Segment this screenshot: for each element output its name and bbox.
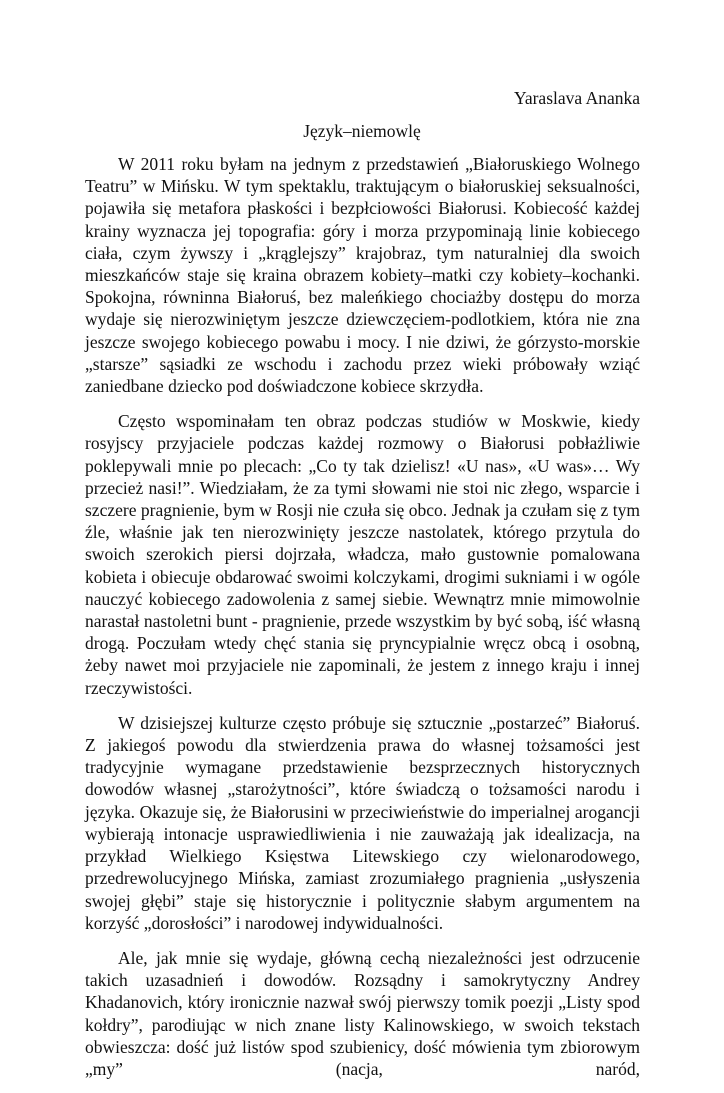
paragraph-4: Ale, jak mnie się wydaje, główną cechą niezależności jest odrzucenie takich uzasadnień i dowodów. Rozsądny i samokrytyczny Andrey Khadanovich, który ironicznie nazwał swój pierwszy tomik poezji „Listy spod kołdry”, parodiując w nich znane listy Kalinowskiego, w swoich tekstach obwieszcza: dość już listów spod szubienicy, dość mówienia tym zbiorowym „my” (nacja, naród, [85,947,640,1079]
document-title: Język–niemowlę [303,121,421,141]
paragraph-1: W 2011 roku byłam na jednym z przedstawień „Białoruskiego Wolnego Teatru” w Mińsku. W tym spektaklu, traktującym o białoruskiej seksualności, pojawiła się metafora płaskości i bezpłciowości Białorusi. Kobiecość każdej krainy wyznacza jej topografia: góry i morza przypominają linie kobiecego ciała, czym żywszy i „krąglejszy” krajobraz, tym naturalniej dla swoich mieszkańców staje się kraina obrazem kobiety–matki czy kobiety–kochanki. Spokojna, równinna Białoruś, bez maleńkiego chociażby dostępu do morza wydaje się nierozwiniętym jeszcze dziewczęciem-podlotkiem, która nie zna jeszcze swojego kobiecego powabu i mocy. I nie dziwi, że górzysto-morskie „starsze” sąsiadki ze wschodu i zachodu przez wieki próbowały wziąć zaniedbane dziecko pod doświadczone kobiece skrzydła. [85,154,640,397]
paragraph-3: W dzisiejszej kulturze często próbuje się sztucznie „postarzeć” Białoruś. Z jakiegoś powodu dla stwierdzenia prawa do własnej tożsamości jest tradycyjnie wymagane przedstawienie bezsprzecznych historycznych dowodów własnej „starożytności”, które świadczą o tożsamości narodu i języka. Okazuje się, że Białorusini w przeciwieństwie do imperialnej arogancji wybierają intonacje usprawiedliwienia i nie zauważają jak idealizacja, na przykład Wielkiego Księstwa Litewskiego czy wielonarodowego, przedrewolucyjnego Mińska, zamiast zrozumiałego pragnienia „usłyszenia swojej głębi” staje się historycznie i politycznie słabym argumentem na korzyść „dorosłości” i narodowej indywidualności. [85,712,640,933]
paragraph-2: Często wspominałam ten obraz podczas studiów w Moskwie, kiedy rosyjscy przyjaciele podczas każdej rozmowy o Białorusi pobłażliwie poklepywali mnie po plecach: „Co ty tak dzielisz! «U nas», «U was»… Wy przecież nasi!”. Wiedziałam, że za tymi słowami nie stoi nic złego, wsparcie i szczere pragnienie, bym w Rosji nie czuła się obco. Jednak ja czułam się z tym źle, właśnie jak ten nierozwinięty jeszcze nastolatek, którego przytula do swoich szerokich piersi dojrzała, władcza, mało gustownie pomalowana kobieta i obiecuje obdarować swoimi kolczykami, drogimi sukniami i w ogóle nauczyć kobiecego zadowolenia z samej siebie. Wewnątrz mnie mimowolnie narastał nastoletni bunt - pragnienie, przede wszystkim by być sobą, iść własną drogą. Poczułam wtedy chęć stania się pryncypialnie wręcz obcą i osobną, żeby nawet moi przyjaciele nie zapominali, że jestem z innego kraju i innej rzeczywistości. [85,411,640,698]
document-body [85,153,640,1093]
author-name: Yaraslava Ananka [513,88,640,108]
